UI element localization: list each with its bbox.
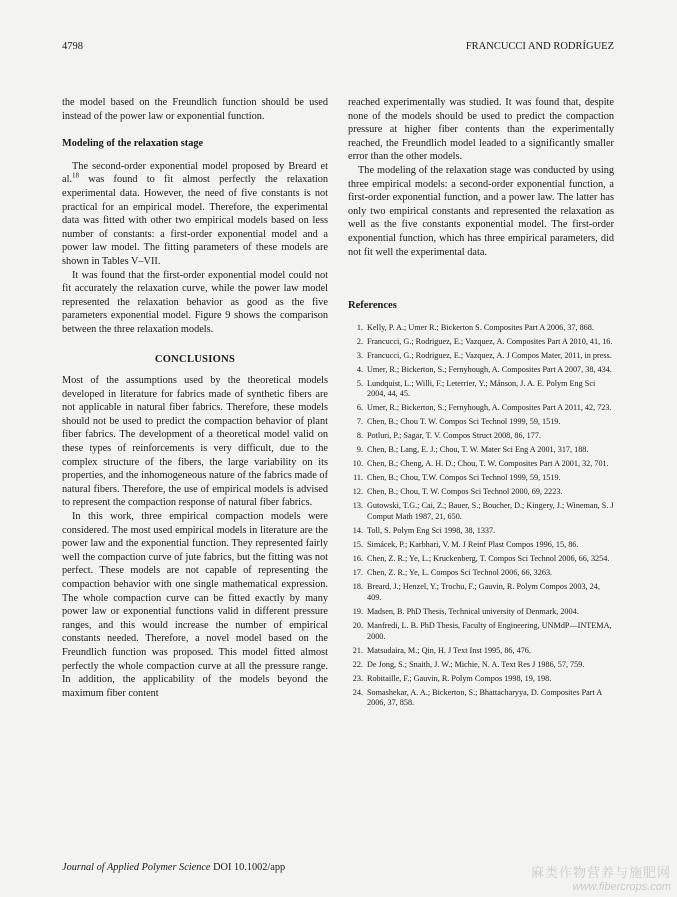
reference-item xyxy=(348,337,614,348)
site-watermark xyxy=(531,862,671,893)
reference-item xyxy=(348,526,614,537)
continuation-paragraph: reached experimentally was studied. It was found that, despite none of the models should be used to predict the compaction pressure at higher fiber contents than the experimentally reached, the Freundlich model leaded to a significantly smaller error than the other models. xyxy=(348,97,614,163)
reference-text: Somashekar, A. A.; Bickerton, S.; Bhattacharyya, D. Composites Part A 2006, 37, 858. xyxy=(367,687,602,708)
reference-number: 23. xyxy=(352,673,363,683)
running-header xyxy=(62,41,614,52)
reference-number: 12. xyxy=(352,487,363,497)
reference-item xyxy=(348,473,614,484)
reference-text: Robitaille, F.; Gauvin, R. Polym Compos 1998, 19, 198. xyxy=(367,673,552,683)
relaxation-p1-text-cont: was found to fit almost perfectly the relaxation experimental data. However, the need of five constants is not practical for an empirical model. Therefore, the experimental data was fitted with other two empirical models based on less number of constants: a first-order exponential model and a power law model. The fitting parameters of these models are shown in Tables V–VII. xyxy=(62,174,328,267)
reference-text: Francucci, G.; Rodriguez, E.; Vazquez, A. J Compos Mater, 2011, in press. xyxy=(367,350,612,360)
reference-text: Madsen, B. PhD Thesis, Technical university of Denmark, 2004. xyxy=(367,606,579,616)
reference-text: Chen, B.; Chou T. W. Compos Sci Technol 1999, 59, 1519. xyxy=(367,417,561,427)
journal-doi: DOI 10.1002/app xyxy=(210,862,286,873)
reference-number: 3. xyxy=(356,350,363,360)
reference-number: 2. xyxy=(356,336,363,346)
reference-text: Toll, S. Polym Eng Sci 1998, 38, 1337. xyxy=(367,526,496,536)
reference-item xyxy=(348,501,614,523)
reference-text: Chen, Z. R.; Ye, L.; Kruckenberg, T. Compos Sci Technol 2006, 66, 3254. xyxy=(367,554,610,564)
reference-text: Umer, R.; Bickerton, S.; Fernyhough, A. Composites Part A 2007, 38, 434. xyxy=(367,364,612,374)
reference-number: 6. xyxy=(356,403,363,413)
reference-text: Breard, J.; Henzel, Y.; Trochu, F.; Gauvin, R. Polym Compos 2003, 24, 409. xyxy=(367,582,600,602)
reference-text: Manfredi, L. B. PhD Thesis, Faculty of Engineering, UNMdP—INTEMA, 2000. xyxy=(367,620,612,641)
conclusions-heading: CONCLUSIONS xyxy=(154,353,236,365)
reference-number: 19. xyxy=(352,606,363,616)
reference-number: 1. xyxy=(356,322,363,332)
running-title: FRANCUCCI AND RODRÍGUEZ xyxy=(465,41,614,52)
page-footer xyxy=(62,862,285,873)
reference-item xyxy=(348,688,614,710)
reference-item xyxy=(348,365,614,376)
reference-number: 9. xyxy=(356,445,363,455)
relaxation-paragraph-2: It was found that the first-order exponential model could not fit accurately the relaxation curve, while the power law model represented the relaxation behavior as good as the five parameters exponential model. Figure 9 shows the comparison between the three relaxation models. xyxy=(62,269,328,335)
reference-number: 22. xyxy=(352,659,363,669)
reference-item xyxy=(348,459,614,470)
reference-item xyxy=(348,582,614,604)
watermark-url: www.fibercrops.com xyxy=(572,881,671,893)
reference-item xyxy=(348,379,614,401)
reference-text: Chen, B.; Cheng, A. H. D.; Chou, T. W. Composites Part A 2001, 32, 701. xyxy=(367,459,609,469)
reference-number: 16. xyxy=(352,554,363,564)
reference-number: 17. xyxy=(352,568,363,578)
reference-item xyxy=(348,674,614,685)
reference-text: Simácek, P.; Karbhari, V. M. J Reinf Plast Compos 1996, 15, 86. xyxy=(367,540,579,550)
reference-item xyxy=(348,417,614,428)
reference-number: 14. xyxy=(352,526,363,536)
reference-number: 20. xyxy=(352,620,363,630)
reference-text: Potluri, P.; Sagar, T. V. Compos Struct 2008, 86, 177. xyxy=(367,431,541,441)
reference-text: Kelly, P. A.; Umer R.; Bickerton S. Composites Part A 2006, 37, 868. xyxy=(367,322,594,332)
watermark-chinese: 麻类作物营养与施肥网 xyxy=(530,865,671,880)
reference-item xyxy=(348,554,614,565)
reference-number: 13. xyxy=(352,501,363,511)
reference-text: Gutowski, T.G.; Cai, Z.; Bauer, S.; Boucher, D.; Kingery, J.; Wineman, S. J Comput Math 1987, 21, 650. xyxy=(367,501,614,522)
citation-superscript: 18 xyxy=(72,171,80,180)
relaxation-summary-paragraph: The modeling of the relaxation stage was conducted by using three empirical models: a second-order exponential function, a first-order exponential function, and a power law. The latter has only two empirical constants and represented the relaxation as well as the five constants exponential model. The first-order exponential function, which has three empirical parameters, did not fit well the experimental data. xyxy=(348,164,614,258)
reference-number: 15. xyxy=(352,540,363,550)
relaxation-heading: Modeling of the relaxation stage xyxy=(62,138,204,150)
relaxation-paragraph-1 xyxy=(62,160,328,269)
reference-item xyxy=(348,403,614,414)
reference-item xyxy=(348,568,614,579)
reference-number: 8. xyxy=(356,431,363,441)
reference-item xyxy=(348,323,614,334)
reference-item xyxy=(348,607,614,618)
reference-item xyxy=(348,351,614,362)
intro-paragraph: the model based on the Freundlich function should be used instead of the power law or exponential function. xyxy=(62,97,328,122)
conclusions-paragraph-1: Most of the assumptions used by the theoretical models developed in literature for fabrics made of synthetic fibers are not applicable in natural fiber fabrics. Therefore, these models should not be used to predict the compaction behavior of plant fiber fabrics. The development of a theoretical model valid on these types of reinforcements is very difficult, due to the complex structure of the fibers, the large variability on its properties, and the inhomogeneous nature of the fabrics made of natural fibers. Therefore, the use of empirical models is advised to represent the compaction response of natural fiber fabrics. xyxy=(62,375,328,509)
reference-text: Francucci, G.; Rodriguez, E.; Vazquez, A. Composites Part A 2010, 41, 16. xyxy=(367,336,613,346)
reference-item xyxy=(348,487,614,498)
reference-text: Chen, B.; Chou, T. W. Compos Sci Technol 2000, 69, 2223. xyxy=(367,487,563,497)
reference-text: De Jong, S.; Snaith, J. W.; Michie, N. A. Text Res J 1986, 57, 759. xyxy=(367,659,585,669)
reference-text: Lundquist, L.; Willi, F.; Leterrier, Y.; Månson, J. A. E. Polym Eng Sci 2004, 44, 45. xyxy=(367,378,596,399)
journal-name: Journal of Applied Polymer Science xyxy=(62,862,211,873)
references-heading: References xyxy=(348,300,397,312)
reference-number: 5. xyxy=(356,378,363,388)
reference-number: 4. xyxy=(356,364,363,374)
reference-item xyxy=(348,660,614,671)
reference-text: Matsudaira, M.; Qin, H. J Text Inst 1995, 86, 476. xyxy=(367,645,531,655)
reference-number: 24. xyxy=(352,687,363,697)
reference-text: Chen, Z. R.; Ye, L. Compos Sci Technol 2006, 66, 3263. xyxy=(367,568,553,578)
reference-number: 18. xyxy=(352,582,363,592)
reference-item xyxy=(348,646,614,657)
reference-number: 11. xyxy=(353,473,363,483)
page-number: 4798 xyxy=(62,41,83,52)
relaxation-p1-text: The second-order exponential model proposed by Breard et al. xyxy=(62,160,328,186)
left-column xyxy=(62,96,328,700)
reference-number: 10. xyxy=(352,459,363,469)
right-column xyxy=(348,96,614,712)
reference-number: 21. xyxy=(352,645,363,655)
reference-text: Chen, B.; Lang, E. J.; Chou, T. W. Mater Sci Eng A 2001, 317, 188. xyxy=(367,445,589,455)
conclusions-paragraph-2: In this work, three empirical compaction models were considered. The most used empirical models in literature are the power law and the exponential function. They represented fairly well the compaction curve of jute fabrics, but the fitting was not perfect. These models are not capable of representing the compaction behavior with one single mathematical expression. The whole compaction curve can be fitted exactly by many power law or exponential functions valid in different pressure ranges, and this would increase the number of empirical constants needed. Therefore, a novel model based on the Freundlich function was proposed. This model fitted almost perfectly the whole compaction curve at all the pressure range. In addition, the applicability of the models beyond the maximum fiber content xyxy=(62,511,328,699)
reference-item xyxy=(348,431,614,442)
reference-number: 7. xyxy=(356,417,363,427)
reference-list xyxy=(348,323,614,709)
reference-item xyxy=(348,445,614,456)
reference-item xyxy=(348,540,614,551)
reference-text: Umer, R.; Bickerton, S.; Fernyhough, A. Composites Part A 2011, 42, 723. xyxy=(367,403,612,413)
reference-item xyxy=(348,621,614,643)
reference-text: Chen, B.; Chou, T.W. Compos Sci Technol 1999, 59, 1519. xyxy=(367,473,561,483)
